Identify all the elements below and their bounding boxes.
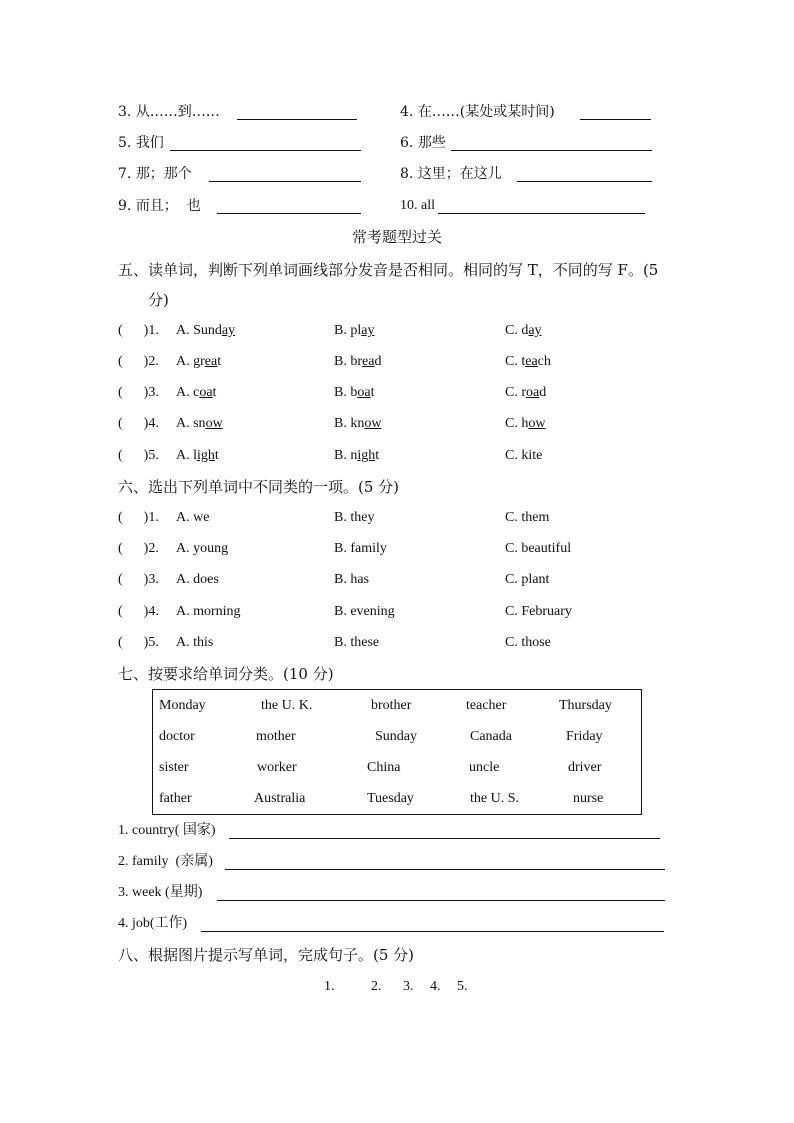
section-6-title: 六、选出下列单词中不同类的一项。(5 分) — [118, 478, 400, 496]
vocab-item-9: 9. 而且； 也 — [118, 198, 201, 214]
underlined-letters: ea — [362, 354, 375, 369]
answer-blank[interactable] — [201, 931, 664, 932]
option-text: C. t — [505, 354, 526, 369]
option-c: C. plant — [505, 572, 550, 587]
word-bank-word: Monday — [159, 698, 206, 713]
word-bank-word: the U. S. — [470, 791, 519, 806]
category-family: 2. family (亲属) — [118, 854, 213, 869]
option-c: C. beautiful — [505, 541, 572, 556]
underlined-letters: ow — [528, 416, 546, 431]
section-subtitle: 常考题型过关 — [351, 228, 442, 246]
underlined-letters: ay — [361, 323, 375, 338]
option-b — [334, 382, 374, 404]
word-bank-word: brother — [371, 698, 412, 713]
option-c: C. February — [505, 604, 572, 619]
vocab-item-7: 7. 那；那个 — [118, 166, 192, 182]
option-text: t — [212, 385, 217, 400]
word-bank-word: Tuesday — [367, 791, 414, 806]
word-bank-word: uncle — [469, 760, 500, 775]
word-bank-word: sister — [159, 760, 189, 775]
option-text: C. r — [505, 385, 526, 400]
option-text: A. gr — [176, 354, 205, 369]
option-text: t — [375, 448, 380, 463]
option-text: C. kite — [505, 448, 543, 463]
option-b: B. evening — [334, 604, 395, 619]
answer-blank[interactable] — [170, 150, 361, 151]
section-8-title: 八、根据图片提示写单词，完成句子。(5 分) — [118, 946, 415, 964]
option-b: B. they — [334, 510, 375, 525]
word-bank-word: doctor — [159, 729, 195, 744]
category-week: 3. week (星期) — [118, 885, 203, 900]
answer-blank[interactable] — [517, 181, 652, 182]
word-bank-word: Australia — [254, 791, 306, 806]
answer-blank[interactable] — [209, 181, 361, 182]
answer-paren[interactable]: ( )4. — [118, 416, 159, 431]
option-text: A. l — [176, 448, 197, 463]
answer-blank[interactable] — [217, 213, 361, 214]
option-a — [176, 413, 223, 435]
option-c — [505, 320, 542, 342]
option-a: A. morning — [176, 604, 241, 619]
option-b — [334, 351, 381, 373]
category-job: 4. job(工作) — [118, 916, 188, 931]
underlined-letters: oa — [526, 385, 540, 400]
option-text: t — [370, 385, 375, 400]
option-c — [505, 445, 542, 467]
word-bank-word: Thursday — [559, 698, 612, 713]
answer-paren[interactable]: ( )3. — [118, 385, 159, 400]
vocab-item-3: 3. 从……到…… — [118, 104, 220, 120]
underlined-letters: ay — [528, 323, 542, 338]
option-text: ch — [537, 354, 551, 369]
option-a: A. young — [176, 541, 229, 556]
answer-paren[interactable]: ( )1. — [118, 510, 159, 525]
answer-paren[interactable]: ( )4. — [118, 604, 159, 619]
word-bank-word: China — [367, 760, 401, 775]
option-a: A. we — [176, 510, 210, 525]
answer-blank[interactable] — [229, 838, 660, 839]
answer-blank[interactable] — [438, 213, 645, 214]
option-b: B. has — [334, 572, 369, 587]
picture-number-5: 5. — [457, 979, 468, 994]
option-text: A. Sund — [176, 323, 222, 338]
answer-paren[interactable]: ( )2. — [118, 354, 159, 369]
option-a — [176, 320, 235, 342]
answer-paren[interactable]: ( )3. — [118, 572, 159, 587]
option-c — [505, 382, 546, 404]
vocab-item-10: 10. all — [400, 198, 435, 213]
category-country: 1. country( 国家) — [118, 823, 216, 838]
option-c: C. those — [505, 635, 551, 650]
option-b: B. these — [334, 635, 380, 650]
option-b: B. family — [334, 541, 387, 556]
word-bank-word: Canada — [470, 729, 512, 744]
option-b — [334, 413, 381, 435]
vocab-item-4: 4. 在……(某处或某时间) — [400, 104, 555, 120]
answer-blank[interactable] — [580, 119, 651, 120]
option-text: C. h — [505, 416, 529, 431]
answer-blank[interactable] — [237, 119, 357, 120]
section-7-title: 七、按要求给单词分类。(10 分) — [118, 665, 334, 683]
underlined-letters: ow — [364, 416, 382, 431]
option-a — [176, 445, 219, 467]
section-5-title-cont: 分) — [148, 291, 169, 309]
option-a — [176, 382, 216, 404]
option-text: C. d — [505, 323, 529, 338]
word-bank-word: worker — [257, 760, 297, 775]
option-text: t — [214, 448, 219, 463]
word-bank-word: the U. K. — [261, 698, 313, 713]
option-text: B. kn — [334, 416, 365, 431]
word-bank-word: nurse — [573, 791, 604, 806]
word-bank-word: father — [159, 791, 192, 806]
vocab-item-8: 8. 这里；在这儿 — [400, 166, 502, 182]
option-text: B. pl — [334, 323, 362, 338]
picture-number-1: 1. — [324, 979, 335, 994]
underlined-letters: ea — [525, 354, 538, 369]
underlined-letters: igh — [197, 448, 215, 463]
option-a — [176, 351, 221, 373]
word-bank-word: driver — [568, 760, 602, 775]
option-c — [505, 351, 551, 373]
option-a: A. does — [176, 572, 219, 587]
underlined-letters: ow — [205, 416, 223, 431]
underlined-letters: oa — [357, 385, 371, 400]
word-bank-word: Friday — [566, 729, 603, 744]
word-bank-word: Sunday — [375, 729, 417, 744]
answer-blank[interactable] — [217, 900, 665, 901]
answer-paren[interactable]: ( )2. — [118, 541, 159, 556]
option-text: B. n — [334, 448, 358, 463]
underlined-letters: ea — [204, 354, 218, 369]
option-text: A. sn — [176, 416, 206, 431]
option-text: A. c — [176, 385, 200, 400]
option-c: C. them — [505, 510, 550, 525]
option-b — [334, 445, 379, 467]
option-c — [505, 413, 545, 435]
word-bank-word: teacher — [466, 698, 507, 713]
section-5-title: 五、读单词，判断下列单词画线部分发音是否相同。相同的写 T，不同的写 F。(5 — [118, 261, 659, 279]
option-b — [334, 320, 374, 342]
underlined-letters: oa — [199, 385, 213, 400]
option-text: B. b — [334, 385, 358, 400]
answer-paren[interactable]: ( )5. — [118, 448, 159, 463]
word-bank-word: mother — [256, 729, 296, 744]
vocab-item-6: 6. 那些 — [400, 135, 446, 151]
vocab-item-5: 5. 我们 — [118, 135, 164, 151]
answer-blank[interactable] — [225, 869, 665, 870]
option-text: t — [217, 354, 222, 369]
picture-number-2: 2. — [371, 979, 382, 994]
answer-paren[interactable]: ( )5. — [118, 635, 159, 650]
option-text: d — [539, 385, 547, 400]
underlined-letters: igh — [357, 448, 376, 463]
answer-blank[interactable] — [451, 150, 652, 151]
picture-number-4: 4. — [430, 979, 441, 994]
option-text: d — [374, 354, 382, 369]
option-text: B. br — [334, 354, 362, 369]
answer-paren[interactable]: ( )1. — [118, 323, 159, 338]
underlined-letters: ay — [221, 323, 236, 338]
option-a: A. this — [176, 635, 214, 650]
picture-number-3: 3. — [403, 979, 414, 994]
